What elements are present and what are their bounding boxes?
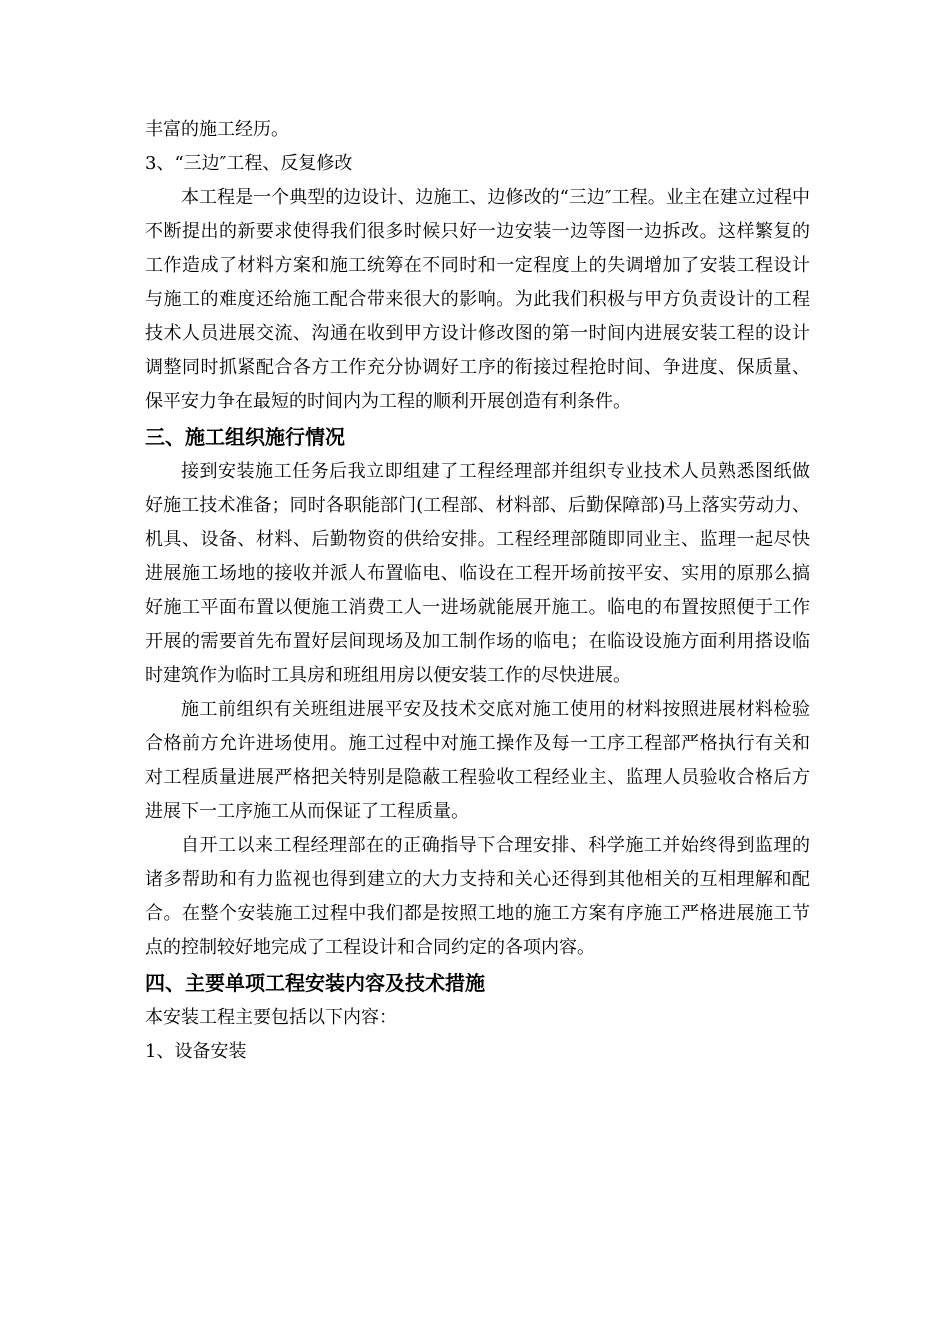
paragraph-contents-intro: 本安装工程主要包括以下内容： [145,1007,397,1028]
paragraph-quality-control: 施工前组织有关班组进展平安及技术交底对施工使用的材料按照进展材料检验合格前方允许进场使用。施工过程中对施工操作及每一工序工程部严格执行有关和对工程质量进展严格把关特别是隐蔽工程验收工程经业主、监理人员验收合格后方进展下一工序施工从而保证了工程质量。 [145,699,810,822]
section-3-heading: 三、施工组织施行情况 [145,425,345,449]
subsection-3-title: 3、“三边″工程、反复修改 [145,153,353,174]
intro-tail-text: 丰富的施工经历。 [145,119,289,140]
list-item-equipment: 1、设备安装 [145,1041,247,1062]
paragraph-since-start: 自开工以来工程经理部在的正确指导下合理安排、科学施工并始终得到监理的诸多帮助和有力监视也得到建立的大力支持和关心还得到其他相关的互相理解和配合。在整个安装施工过程中我们都是按照工地的施工方案有序施工严格进展施工节点的控制较好地完成了工程设计和合同约定的各项内容。 [145,835,810,958]
section-4-heading: 四、主要单项工程安装内容及技术措施 [145,971,485,995]
paragraph-three-sides: 本工程是一个典型的边设计、边施工、边修改的“三边″工程。业主在建立过程中不断提出的新要求使得我们很多时候只好一边安装一边等图一边拆改。这样繁复的工作造成了材料方案和施工统筹在不同时和一定程度上的失调增加了安装工程设计与施工的难度还给施工配合带来很大的影响。为此我们积极与甲方负责设计的工程技术人员进展交流、沟通在收到甲方设计修改图的第一时间内进展安装工程的设计调整同时抓紧配合各方工作充分协调好工序的衔接过程抢时间、争进度、保质量、保平安力争在最短的时间内为工程的顺利开展创造有利条件。 [145,187,810,412]
paragraph-organization: 接到安装施工任务后我立即组建了工程经理部并组织专业技术人员熟悉图纸做好施工技术准备；同时各职能部门(工程部、材料部、后勤保障部)马上落实劳动力、机具、设备、材料、后勤物资的供给安排。工程经理部随即同业主、监理一起尽快进展施工场地的接收并派人布置临电、临设在工程开场前按平安、实用的原那么搞好施工平面布置以便施工消费工人一进场就能展开施工。临电的布置按照便于工作开展的需要首先布置好层间现场及加工制作场的临电；在临设设施方面利用搭设临时建筑作为临时工具房和班组用房以便安装工作的尽快进展。 [145,461,810,686]
document-page [145,113,810,1069]
